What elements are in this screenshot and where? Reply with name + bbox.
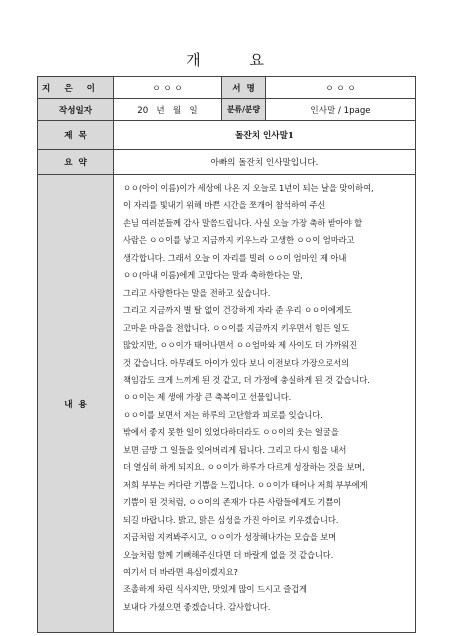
signature-label: 서 명 bbox=[222, 77, 266, 99]
date-value: 20 년 월 일 bbox=[114, 99, 222, 121]
author-value: ㅇ ㅇ ㅇ bbox=[114, 77, 222, 99]
content-body bbox=[114, 175, 416, 633]
content-line: 것 같습니다. 아무래도 아이가 있다 보니 이전보다 가장으로서의 bbox=[123, 357, 350, 368]
content-line: 여기서 더 바라면 욕심이겠지요? bbox=[123, 566, 238, 577]
content-line: 고마운 마음을 전합니다. ㅇㅇ이를 지금까지 키우면서 힘든 일도 bbox=[123, 322, 350, 333]
category-label: 분류/분량 bbox=[222, 99, 266, 121]
content-line: 지금처럼 지켜봐주시고, ㅇㅇ이가 성장해나가는 모습을 보며 bbox=[123, 532, 337, 543]
content-line: 책임감도 크게 느끼게 된 것 같고, 더 가정에 충실하게 된 것 같습니다. bbox=[123, 374, 370, 385]
content-line: 오늘처럼 함께 기뻐해주신다면 더 바랄게 없을 것 같습니다. bbox=[123, 549, 334, 560]
category-value: 인사말 / 1page bbox=[266, 99, 416, 121]
content-line: 조촐하게 차린 식사지만, 맛있게 많이 드시고 즐겁게 bbox=[123, 584, 307, 595]
content-line: 많았지만, ㅇㅇ이가 태어나면서 ㅇㅇ엄마와 제 사이도 더 가까워진 bbox=[123, 340, 358, 351]
content-line: 이 자리를 빛내기 위해 바쁜 시간을 쪼개어 참석하여 주신 bbox=[123, 200, 326, 211]
summary-row bbox=[38, 150, 416, 175]
content-line: 밖에서 좋지 못한 일이 있었다하더라도 ㅇㅇ이의 웃는 얼굴을 bbox=[123, 427, 339, 438]
content-text bbox=[114, 175, 415, 616]
subject-value: 돌잔치 인사말1 bbox=[114, 121, 416, 150]
subject-label: 제 목 bbox=[38, 121, 114, 150]
content-line: 사람은 ㅇㅇ이를 낳고 지금까지 키우느라 고생한 ㅇㅇ이 엄마라고 bbox=[123, 235, 355, 246]
content-label: 내 용 bbox=[38, 175, 114, 633]
overview-form bbox=[37, 76, 416, 633]
subject-row bbox=[38, 121, 416, 150]
content-line: 손님 여러분들께 감사 말씀드립니다. 사실 오늘 가장 축하 받아야 할 bbox=[123, 217, 363, 228]
content-line: ㅇㅇ이를 보면서 저는 하루의 고단함과 피로를 잊습니다. bbox=[123, 409, 323, 420]
date-label: 작성일자 bbox=[38, 99, 114, 121]
document-heading: 개 요 bbox=[186, 51, 286, 69]
content-row bbox=[38, 175, 416, 633]
content-line: 보면 금방 그 일들을 잊어버리게 됩니다. 그리고 다시 힘을 내서 bbox=[123, 444, 347, 455]
content-line: ㅇㅇ이는 제 생애 가장 큰 축복이고 선물입니다. bbox=[123, 392, 292, 403]
content-line: 그리고 지금까지 별 탈 없이 건강하게 자라 준 우리 ㅇㅇ이에게도 bbox=[123, 305, 352, 316]
signature-value: ㅇ ㅇ ㅇ bbox=[266, 77, 416, 99]
content-line: 되길 바랍니다. 밝고, 맑은 심성을 가진 아이로 키우겠습니다. bbox=[123, 514, 339, 525]
content-line: ㅇㅇ(아이 이름)이가 세상에 나온 지 오늘로 1년이 되는 날을 맞이하여, bbox=[123, 183, 374, 193]
date-row bbox=[38, 99, 416, 121]
content-line: 생각합니다. 그래서 오늘 이 자리를 빌려 ㅇㅇ이 엄마인 제 아내 bbox=[123, 252, 347, 263]
content-line: 그리고 사랑한다는 말을 전하고 싶습니다. bbox=[123, 287, 271, 298]
content-line: 더 열심히 하게 되지요. ㅇㅇ이가 하루가 다르게 성장하는 것을 보며, bbox=[123, 462, 365, 473]
content-line: 보내다 가셨으면 좋겠습니다. 감사합니다. bbox=[123, 601, 271, 612]
content-line: ㅇㅇ(아내 이름)에게 고맙다는 말과 축하한다는 말, bbox=[123, 270, 303, 281]
summary-label: 요 약 bbox=[38, 150, 114, 175]
summary-value: 아빠의 돌잔치 인사말입니다. bbox=[114, 150, 416, 175]
content-line: 기쁨이 된 것처럼, ㅇㅇ이의 존재가 다른 사람들에게도 기쁨이 bbox=[123, 497, 342, 508]
author-label: 지은이 bbox=[38, 77, 114, 99]
author-row bbox=[38, 77, 416, 99]
content-line: 저희 부부는 커다란 기쁨을 느낍니다. ㅇㅇ이가 태어나 저희 부부에게 bbox=[123, 479, 368, 490]
